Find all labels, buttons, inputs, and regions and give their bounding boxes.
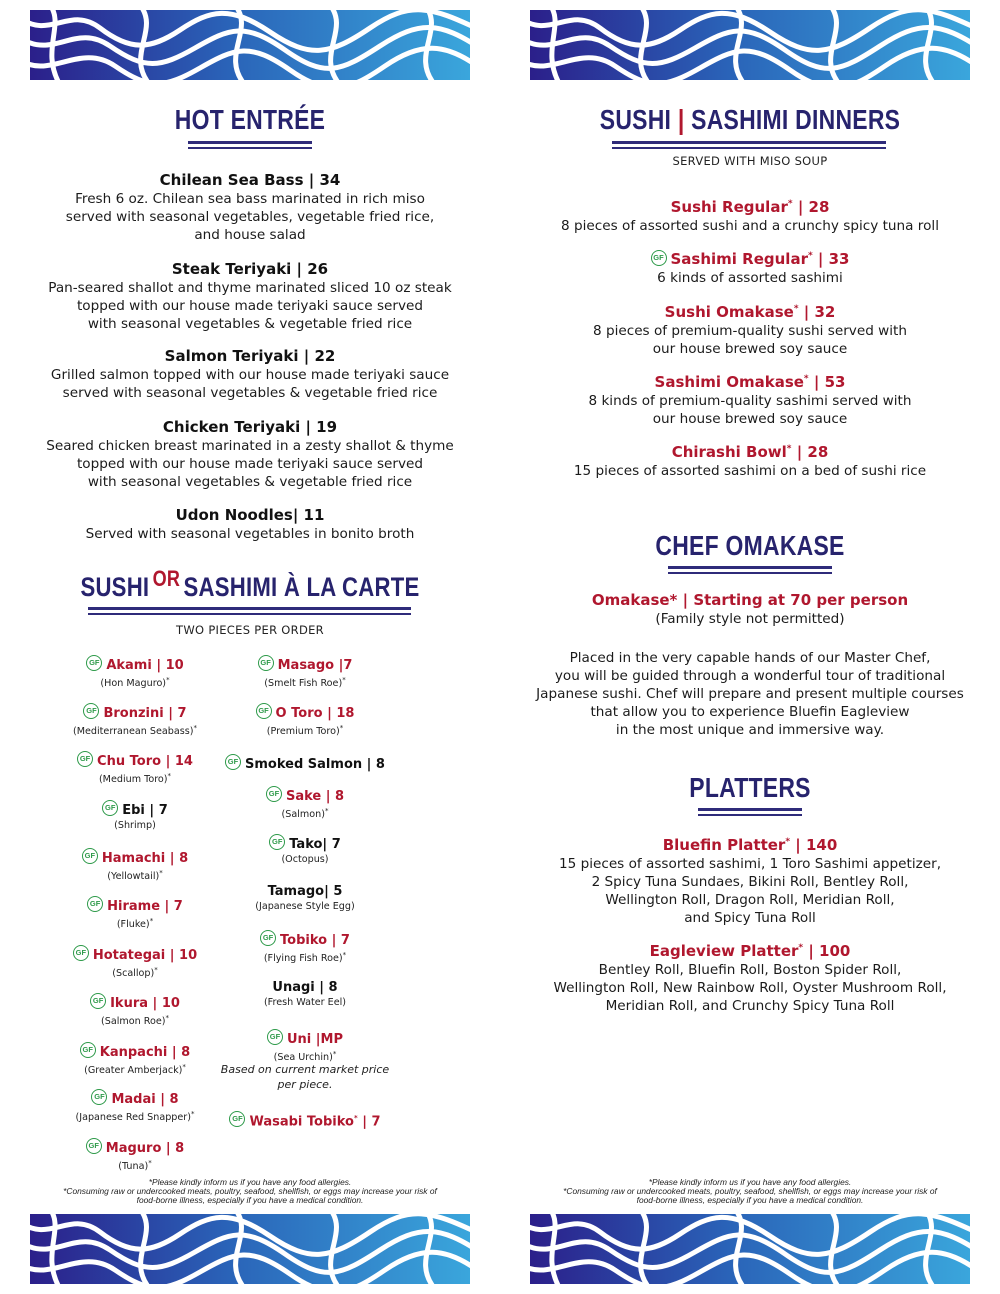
ala-item-maguro: GF Maguro | 8 (Tuna)* (25, 1138, 245, 1173)
gluten-free-icon: GF (258, 655, 274, 671)
omakase-offer: Omakase* | Starting at 70 per person (Family style not permitted) (591, 591, 909, 627)
dinners-subheading: SERVED WITH MISO SOUP (672, 154, 828, 168)
omakase-description: Placed in the very capable hands of our Master Chef, you will be guided through a wonderful tour of traditional Japanese sushi. Chef will prepare and present multiple courses that allow you to experience Bluefin Eagleview in the most unique and immersive way. (536, 650, 964, 738)
gluten-free-icon: GF (91, 1089, 107, 1105)
gluten-free-icon: GF (267, 1029, 283, 1045)
a-la-carte-heading: SUSHI $^{OR}$ SASHIMI À LA CARTE (80, 566, 420, 602)
menu-item-salmon-teriyaki: Salmon Teriyaki | 22 Grilled salmon topped with our house made teriyaki sauce served with seasonal vegetables & vegetable fried rice (50, 347, 450, 401)
heading-underline (88, 613, 411, 615)
ala-item-madai: GF Madai | 8 (Japanese Red Snapper)* (25, 1089, 245, 1124)
wave-banner-bottom-right (530, 1214, 970, 1284)
chef-omakase-heading: CHEF OMAKASE (655, 530, 845, 561)
menu-item-steak-teriyaki: Steak Teriyaki | 26 Pan-seared shallot and thyme marinated sliced 10 oz steak topped with our house made teriyaki sauce served with seasonal vegetables & vegetable fried rice (48, 260, 452, 332)
ala-item-bronzini: GF Bronzini | 7 (Mediterranean Seabass)* (25, 703, 245, 738)
menu-item-udon-noodles: Udon Noodles| 11 Served with seasonal vegetables in bonito broth (85, 506, 415, 542)
gluten-free-icon: GF (229, 1111, 245, 1127)
ala-item-sake: GF Sake | 8 (Salmon)* (195, 786, 415, 821)
gluten-free-icon: GF (87, 896, 103, 912)
platters-heading: PLATTERS (689, 772, 811, 803)
ala-item-o-toro: GF O Toro | 18 (Premium Toro)* (195, 703, 415, 738)
menu-item-sashimi-omakase: Sashimi Omakase* | 53 8 kinds of premium-quality sashimi served with our house brewed soy sauce (588, 373, 912, 427)
menu-item-chicken-teriyaki: Chicken Teriyaki | 19 Seared chicken breast marinated in a zesty shallot & thyme topped with our house made teriyaki sauce served with seasonal vegetables & vegetable fried rice (46, 418, 454, 490)
ala-item-chu-toro: GF Chu Toro | 14 (Medium Toro)* (25, 751, 245, 786)
heading-underline (612, 141, 886, 144)
gluten-free-icon: GF (256, 703, 272, 719)
allergy-footnote: *Please kindly inform us if you have any food allergies. *Consuming raw or undercooked meats, poultry, seafood, shellfish, or eggs may increase your risk of food-borne illness, especially if you have a medical condition. (63, 1177, 437, 1205)
heading-underline (668, 572, 832, 574)
heading-underline (668, 566, 832, 569)
ala-item-kanpachi: GF Kanpachi | 8 (Greater Amberjack)* (25, 1042, 245, 1077)
ala-item-hirame: GF Hirame | 7 (Fluke)* (25, 896, 245, 931)
gluten-free-icon: GF (269, 834, 285, 850)
gluten-free-icon: GF (102, 800, 118, 816)
hot-entree-heading: HOT ENTRÉE (174, 104, 326, 135)
gluten-free-icon: GF (225, 754, 241, 770)
ala-item-unagi: Unagi | 8 (Fresh Water Eel) (263, 980, 347, 1008)
left-page (30, 0, 470, 1294)
heading-underline (698, 808, 802, 811)
ala-item-tamago: Tamago| 5 (Japanese Style Egg) (255, 884, 355, 912)
ala-item-tako: GF Tako| 7 (Octopus) (195, 834, 415, 866)
gluten-free-icon: GF (90, 993, 106, 1009)
gluten-free-icon: GF (82, 848, 98, 864)
ala-item-uni: GF Uni |MP (Sea Urchin)* (195, 1029, 415, 1064)
menu-item-chilean-sea-bass: Chilean Sea Bass | 34 Fresh 6 oz. Chilean sea bass marinated in rich miso served with seasonal vegetables, vegetable fried rice, and house salad (65, 171, 435, 243)
a-la-carte-subheading: TWO PIECES PER ORDER (176, 623, 324, 637)
wave-banner-top-right (530, 10, 970, 80)
heading-underline (612, 147, 886, 149)
ala-item-smoked-salmon: GF Smoked Salmon | 8 (195, 754, 415, 773)
gluten-free-icon: GF (86, 1138, 102, 1154)
gluten-free-icon: GF (651, 250, 667, 266)
ala-item-tobiko: GF Tobiko | 7 (Flying Fish Roe)* (195, 930, 415, 965)
gluten-free-icon: GF (260, 930, 276, 946)
heading-underline (188, 147, 312, 149)
heading-underline (188, 141, 312, 144)
ala-item-masago: GF Masago |7 (Smelt Fish Roe)* (195, 655, 415, 690)
menu-item-bluefin-platter: Bluefin Platter* | 140 15 pieces of assorted sashimi, 1 Toro Sashimi appetizer, 2 Spicy Tuna Sundaes, Bikini Roll, Bentley Roll, Wellington Roll, Dragon Roll, Meridian Roll, and Spicy Tuna Roll (558, 836, 942, 926)
ala-item-hotategai: GF Hotategai | 10 (Scallop)* (25, 945, 245, 980)
gluten-free-icon: GF (77, 751, 93, 767)
ala-item-ikura: GF Ikura | 10 (Salmon Roe)* (25, 993, 245, 1028)
wave-banner-top-left (30, 10, 470, 80)
menu-item-sushi-regular: Sushi Regular* | 28 8 pieces of assorted sushi and a crunchy spicy tuna roll (561, 198, 939, 234)
gluten-free-icon: GF (83, 703, 99, 719)
sushi-sashimi-dinners-heading: SUSHI | SASHIMI DINNERS (599, 104, 901, 135)
gluten-free-icon: GF (86, 655, 102, 671)
heading-underline (698, 814, 802, 816)
gluten-free-icon: GF (80, 1042, 96, 1058)
allergy-footnote: *Please kindly inform us if you have any food allergies. *Consuming raw or undercooked meats, poultry, seafood, shellfish, or eggs may increase your risk of food-borne illness, especially if you have a medical condition. (563, 1177, 937, 1205)
gluten-free-icon: GF (266, 786, 282, 802)
gluten-free-icon: GF (73, 945, 89, 961)
heading-underline (88, 607, 411, 610)
ala-item-ebi: GF Ebi | 7 (Shrimp) (25, 800, 245, 832)
menu-item-eagleview-platter: Eagleview Platter* | 100 Bentley Roll, Bluefin Roll, Boston Spider Roll, Wellington Roll, New Rainbow Roll, Oyster Mushroom Roll, Meridian Roll, and Crunchy Spicy Tuna Roll (553, 942, 947, 1014)
right-page (530, 0, 970, 1294)
menu-item-chirashi-bowl: Chirashi Bowl* | 28 15 pieces of assorted sashimi on a bed of sushi rice (573, 443, 927, 479)
menu-item-sashimi-regular: GF Sashimi Regular* | 33 6 kinds of assorted sashimi (530, 246, 970, 287)
uni-price-note: Based on current market price per piece. (220, 1063, 390, 1091)
ala-item-wasabi-tobiko: GF Wasabi Tobiko* | 7 (195, 1110, 415, 1130)
menu-item-sushi-omakase: Sushi Omakase* | 32 8 pieces of premium-quality sushi served with our house brewed soy sauce (592, 303, 908, 357)
ala-item-hamachi: GF Hamachi | 8 (Yellowtail)* (25, 848, 245, 883)
wave-banner-bottom-left (30, 1214, 470, 1284)
ala-item-akami: GF Akami | 10 (Hon Maguro)* (25, 655, 245, 690)
